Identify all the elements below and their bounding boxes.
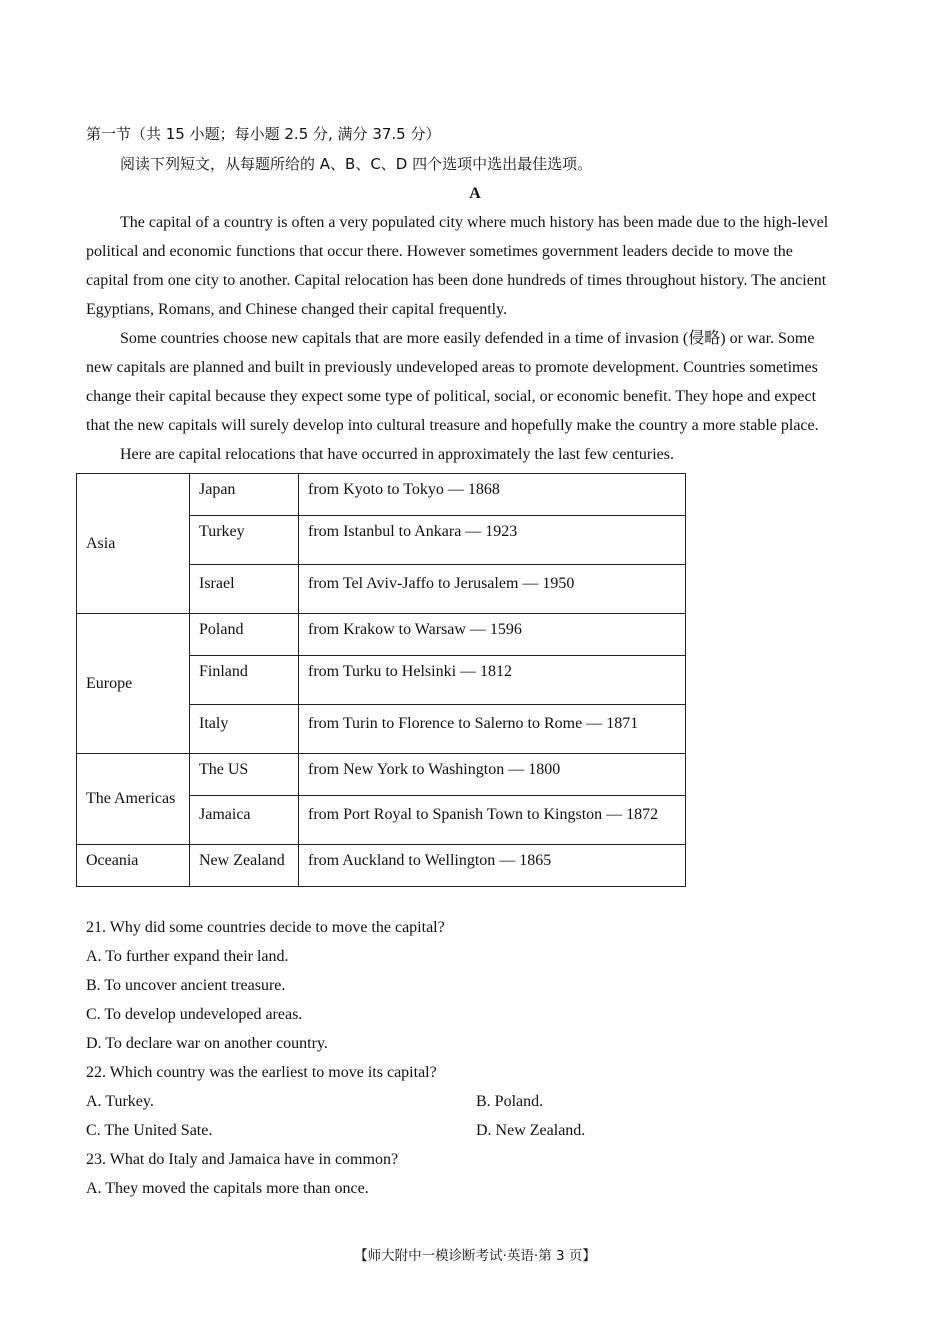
relocation-cell: from Auckland to Wellington — 1865: [299, 845, 686, 887]
table-row: [77, 474, 686, 516]
paragraph-line: Egyptians, Romans, and Chinese changed their capital frequently.: [86, 301, 508, 318]
capital-relocations-table: [76, 473, 686, 887]
question-22-option-b: B. Poland.: [476, 1093, 544, 1110]
paragraph-line: that the new capitals will surely develop into cultural treasure and hopefully make the country a more stable place.: [86, 417, 819, 434]
relocation-cell: from New York to Washington — 1800: [299, 754, 686, 796]
table-intro: Here are capital relocations that have occurred in approximately the last few centuries.: [120, 446, 674, 463]
paragraph-line: capital from one city to another. Capital relocation has been done hundreds of times throughout history. The ancient: [86, 272, 827, 289]
question-21-option-c: C. To develop undeveloped areas.: [86, 1006, 303, 1023]
question-21-option-d: D. To declare war on another country.: [86, 1035, 328, 1052]
relocation-cell: from Turku to Helsinki — 1812: [299, 656, 686, 705]
relocation-cell: from Krakow to Warsaw — 1596: [299, 614, 686, 656]
relocation-cell: from Kyoto to Tokyo — 1868: [299, 474, 686, 516]
country-cell: Israel: [190, 565, 299, 614]
question-23-stem: 23. What do Italy and Jamaica have in common?: [86, 1151, 399, 1168]
relocation-cell: from Tel Aviv-Jaffo to Jerusalem — 1950: [299, 565, 686, 614]
country-cell: Jamaica: [190, 796, 299, 845]
country-cell: Japan: [190, 474, 299, 516]
paragraph-line: The capital of a country is often a very populated city where much history has been made due to the high-level: [120, 214, 829, 231]
table-row: [77, 754, 686, 796]
question-22-option-d: D. New Zealand.: [476, 1122, 586, 1139]
relocation-cell: from Turin to Florence to Salerno to Rome — 1871: [299, 705, 686, 754]
country-cell: Poland: [190, 614, 299, 656]
question-21-option-b: B. To uncover ancient treasure.: [86, 977, 286, 994]
section-instruction: 阅读下列短文，从每题所给的 A、B、C、D 四个选项中选出最佳选项。: [120, 155, 593, 173]
relocation-cell: from Istanbul to Ankara — 1923: [299, 516, 686, 565]
region-cell: The Americas: [77, 754, 190, 845]
paragraph-line: Some countries choose new capitals that are more easily defended in a time of invasion (侵略) or war. Some: [120, 330, 815, 347]
region-cell: Asia: [77, 474, 190, 614]
question-21-option-a: A. To further expand their land.: [86, 948, 289, 965]
region-cell: Europe: [77, 614, 190, 754]
passage-label: A: [469, 185, 481, 202]
paragraph-line: political and economic functions that occur there. However sometimes government leaders decide to move the: [86, 243, 793, 260]
page-footer: 【师大附中一模诊断考试·英语·第 3 页】: [354, 1248, 596, 1264]
country-cell: Italy: [190, 705, 299, 754]
country-cell: Finland: [190, 656, 299, 705]
question-21-stem: 21. Why did some countries decide to move the capital?: [86, 919, 445, 936]
paragraph-line: change their capital because they expect some type of political, social, or economic benefit. They hope and expect: [86, 388, 817, 405]
question-23-option-a: A. They moved the capitals more than once.: [86, 1180, 369, 1197]
table-row: [77, 845, 686, 887]
question-22-option-c: C. The United Sate.: [86, 1122, 213, 1139]
country-cell: The US: [190, 754, 299, 796]
paragraph-line: new capitals are planned and built in previously undeveloped areas to promote development. Countries sometimes: [86, 359, 818, 376]
country-cell: Turkey: [190, 516, 299, 565]
region-cell: Oceania: [77, 845, 190, 887]
relocation-cell: from Port Royal to Spanish Town to Kingston — 1872: [299, 796, 686, 845]
section-header: 第一节（共 15 小题；每小题 2.5 分, 满分 37.5 分）: [86, 125, 441, 143]
table-row: [77, 614, 686, 656]
country-cell: New Zealand: [190, 845, 299, 887]
question-22-stem: 22. Which country was the earliest to move its capital?: [86, 1064, 437, 1081]
question-22-option-a: A. Turkey.: [86, 1093, 154, 1110]
